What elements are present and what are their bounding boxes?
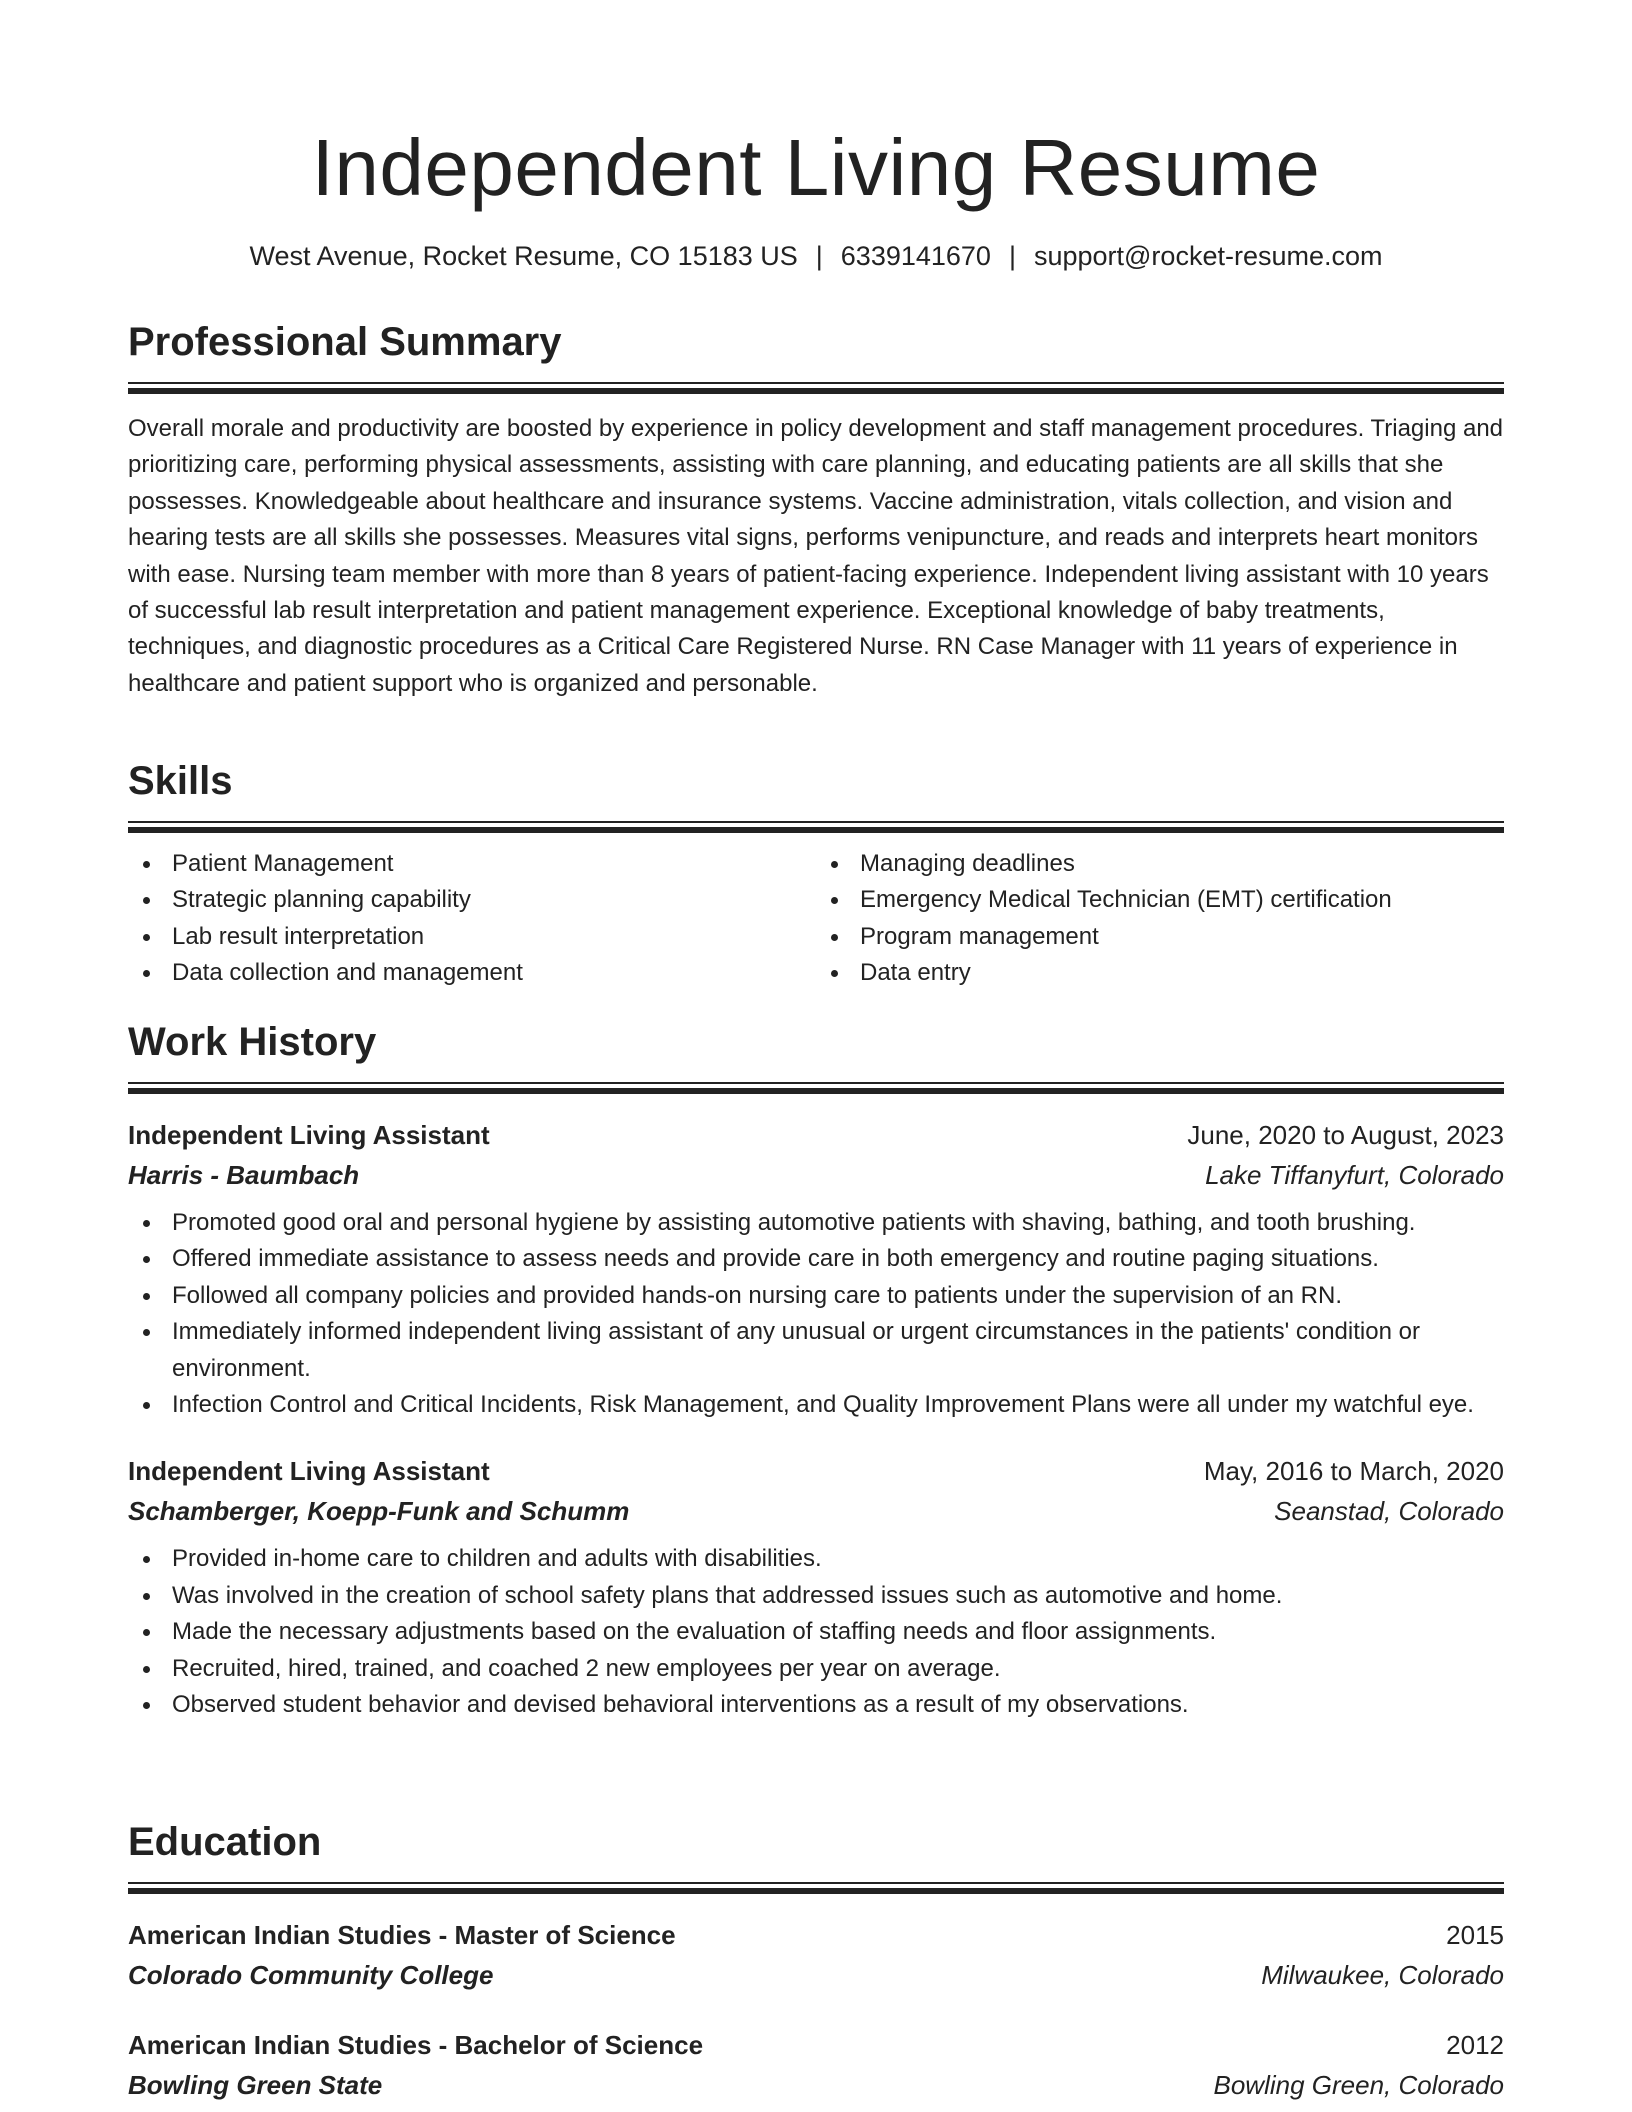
education-header <box>128 2025 1504 2065</box>
job-title: Independent Living Assistant <box>128 1120 490 1150</box>
job-dates: June, 2020 to August, 2023 <box>1187 1120 1504 1150</box>
job-header <box>128 1451 1504 1491</box>
duty-item: Recruited, hired, trained, and coached 2 new employees per year on average. <box>172 1651 1504 1687</box>
section-divider <box>128 1082 1504 1095</box>
job-entry <box>128 1451 1504 1723</box>
section-divider <box>128 821 1504 834</box>
contact-separator: | <box>1008 241 1016 271</box>
skill-item: Emergency Medical Technician (EMT) certification <box>860 882 1504 918</box>
summary-section <box>128 316 1504 702</box>
duty-item: Observed student behavior and devised behavioral interventions as a result of my observations. <box>172 1687 1504 1723</box>
education-header <box>128 1915 1504 1955</box>
job-subheader <box>128 1491 1504 1531</box>
education-subheader <box>128 2065 1504 2105</box>
education-school: Bowling Green State <box>128 2070 383 2100</box>
contact-line <box>128 238 1504 274</box>
contact-separator: | <box>815 241 823 271</box>
resume-name: Independent Living Resume <box>311 123 1321 212</box>
education-entry <box>128 1915 1504 1995</box>
duty-item: Immediately informed independent living assistant of any unusual or urgent circumstances in the patients' condition or environment. <box>172 1314 1504 1387</box>
job-entry <box>128 1115 1504 1423</box>
skill-item: Data entry <box>860 955 1504 991</box>
job-subheader <box>128 1155 1504 1195</box>
skills-column-right <box>816 846 1504 992</box>
duty-item: Infection Control and Critical Incidents, Risk Management, and Quality Improvement Plans were all under my watchful eye. <box>172 1387 1504 1423</box>
job-duties <box>128 1205 1504 1423</box>
duty-item: Was involved in the creation of school safety plans that addressed issues such as automotive and home. <box>172 1578 1504 1614</box>
section-title: Education <box>128 1820 322 1864</box>
duty-item: Made the necessary adjustments based on the evaluation of staffing needs and floor assignments. <box>172 1614 1504 1650</box>
section-title: Skills <box>128 759 233 803</box>
education-entry <box>128 2025 1504 2105</box>
education-degree: American Indian Studies - Master of Science <box>128 1920 676 1950</box>
job-duties <box>128 1541 1504 1723</box>
education-year: 2015 <box>1446 1920 1504 1950</box>
job-title: Independent Living Assistant <box>128 1456 490 1487</box>
job-dates: May, 2016 to March, 2020 <box>1203 1456 1504 1487</box>
education-subheader <box>128 1955 1504 1995</box>
contact-phone: 6339141670 <box>840 241 991 271</box>
duty-item: Followed all company policies and provided hands-on nursing care to patients under the supervision of an RN. <box>172 1278 1504 1314</box>
skills-column-left <box>128 846 816 992</box>
skill-item: Data collection and management <box>172 955 816 991</box>
contact-email: support@rocket-resume.com <box>1033 241 1383 271</box>
duty-item: Offered immediate assistance to assess needs and provide care in both emergency and routine paging situations. <box>172 1241 1504 1277</box>
duty-item: Provided in-home care to children and adults with disabilities. <box>172 1541 1504 1577</box>
section-divider <box>128 1882 1504 1895</box>
job-location: Seanstad, Colorado <box>1274 1496 1504 1527</box>
skill-item: Program management <box>860 919 1504 955</box>
job-company: Harris - Baumbach <box>128 1160 360 1190</box>
skill-item: Lab result interpretation <box>172 919 816 955</box>
work-history-section <box>128 1016 1504 1723</box>
skill-item: Strategic planning capability <box>172 882 816 918</box>
education-location: Milwaukee, Colorado <box>1261 1960 1504 1990</box>
job-company: Schamberger, Koepp-Funk and Schumm <box>128 1496 630 1527</box>
section-title: Professional Summary <box>128 320 562 364</box>
education-school: Colorado Community College <box>128 1960 494 1990</box>
education-location: Bowling Green, Colorado <box>1213 2070 1504 2100</box>
contact-address: West Avenue, Rocket Resume, CO 15183 US <box>249 241 798 271</box>
section-title: Work History <box>128 1020 377 1064</box>
summary-text: Overall morale and productivity are boosted by experience in policy development and staff management procedures. Triaging and prioritizing care, performing physical assessments, assisting with care planning, and educating patients are all skills that she possesses. Knowledgeable about healthcare and insurance systems. Vaccine administration, vitals collection, and vision and hearing tests are all skills she possesses. Measures vital signs, performs venipuncture, and reads and interprets heart monitors with ease. Nursing team member with more than 8 years of patient-facing experience. Independent living assistant with 10 years of successful lab result interpretation and patient management experience. Exceptional knowledge of baby treatments, techniques, and diagnostic procedures as a Critical Care Registered Nurse. RN Case Manager with 11 years of experience in healthcare and patient support who is organized and personable. <box>128 415 1504 697</box>
education-section <box>128 1816 1504 2105</box>
education-year: 2012 <box>1446 2030 1504 2060</box>
education-degree: American Indian Studies - Bachelor of Science <box>128 2030 704 2060</box>
job-location: Lake Tiffanyfurt, Colorado <box>1205 1160 1504 1190</box>
skill-item: Managing deadlines <box>860 846 1504 882</box>
skill-item: Patient Management <box>172 846 816 882</box>
skills-section <box>128 755 1504 992</box>
duty-item: Promoted good oral and personal hygiene by assisting automotive patients with shaving, bathing, and tooth brushing. <box>172 1205 1504 1241</box>
section-divider <box>128 382 1504 395</box>
skills-grid <box>128 846 1504 992</box>
job-header <box>128 1115 1504 1155</box>
